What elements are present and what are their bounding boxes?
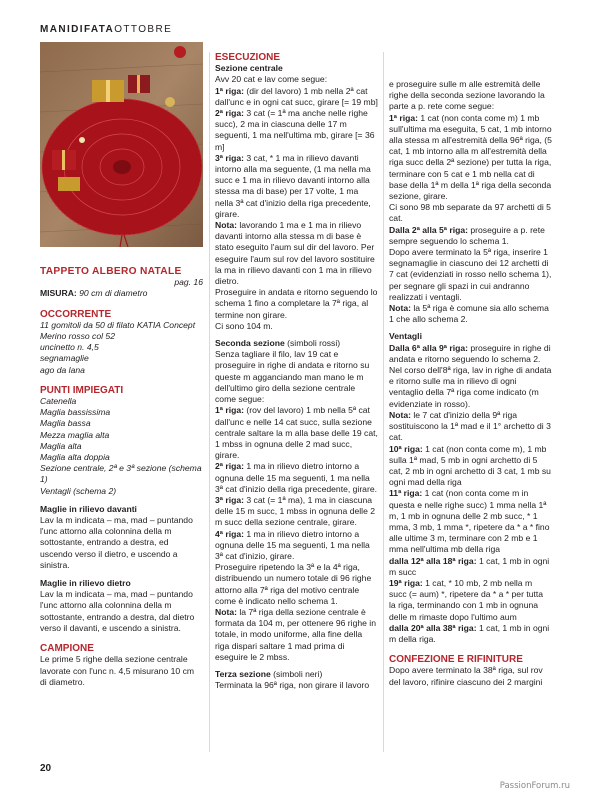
- campione-text: Le prime 5 righe della sezione centrale lavorate con l'unc n. 4,5 misurano 10 cm di diametro.: [40, 654, 195, 687]
- issue-month: OTTOBRE: [114, 24, 173, 35]
- list-item: Catenella: [40, 396, 77, 407]
- list-item: uncinetto n. 4,5: [40, 342, 99, 353]
- watermark: PassionForum.ru: [499, 781, 570, 791]
- list-item: ago da lana: [40, 364, 85, 375]
- row-instruction: 19ª riga: 1 cat, * 10 mb, 2 mb nella m succ (= aum) *, ripetere da * a * per tutta la riga, terminando con 1 mb in ognuna delle m rimaste dopo l'ultimo aum: [389, 577, 544, 622]
- row-instruction: 3ª riga: 3 cat, * 1 ma in rilievo davanti intorno alla ma seguente, (1 ma nella ma succ e 1 ma in rilievo davanti intorno alla stessa ma di base) per 17 volte, 1 ma nella 3ª cat d'inizio della riga precedente, girare.: [215, 152, 371, 219]
- punti-heading: PUNTI IMPIEGATI: [40, 384, 124, 396]
- right-column: [389, 79, 552, 688]
- row-instruction: dalla 12ª alla 18ª riga: 1 cat, 1 mb in ogni m succ: [389, 555, 550, 577]
- product-photo: [40, 42, 203, 247]
- terza-sezione-heading: Terza sezione (simboli neri): [215, 668, 323, 679]
- misura-value: 90 cm di diametro: [79, 288, 148, 299]
- paragraph: Ci sono 98 mb separate da 97 archetti di 5 cat.: [389, 202, 551, 224]
- row-instruction: 1ª riga: 1 cat (non conta come m) 1 mb sull'ultima ma eseguita, 5 cat, 1 mb intorno alla stessa m all'estremità della 96ª riga, (5 cat, 1 mb intorno alla m all'estremità della riga succ della 2ª sezione) per tutta la riga, terminare con 5 cat e 1 mb nella cat di base della 1ª m della 1ª riga della seconda sezione, girare.: [389, 112, 552, 202]
- note: Nota: le 7 cat d'inizio della 9ª riga sostituiscono la 1ª mad e il 1° archetto di 3 cat.: [389, 409, 551, 443]
- row-instruction: 1ª riga: (dir del lavoro) 1 mb nella 2ª cat dall'unc e in ogni cat succ, girare [= 19 mb]: [215, 85, 378, 107]
- paragraph: Proseguire in andata e ritorno seguendo lo schema 1 fino a completare la 7ª riga, al termine non girare.: [215, 287, 378, 320]
- paragraph: Avv 20 cat e lav come segue:: [215, 74, 328, 85]
- row-instruction: 4ª riga: 1 ma in rilievo dietro intorno a ognuna delle 15 ma seguenti, 1 ma nella 3ª cat d'inizio, girare.: [215, 528, 370, 561]
- misura-line: [40, 288, 203, 299]
- paragraph: e proseguire sulle m alle estremità delle righe della seconda sezione lavorando la parte a p. rete come segue:: [389, 79, 545, 112]
- row-instruction: dalla 20ª alla 38ª riga: 1 cat, 1 mb in ogni m della riga.: [389, 622, 550, 644]
- list-item: Maglia alta: [40, 440, 82, 451]
- paragraph: Proseguire ripetendo la 3ª e la 4ª riga, distribuendo un numero totale di 96 righe attorno alla 7ª riga del motivo centrale come è indicato nello schema 1.: [215, 562, 372, 606]
- paragraph: Dopo avere terminato la 38ª riga, sul rov del lavoro, rifinire ciascuno dei 2 margini: [389, 665, 543, 687]
- rilievo-davanti-text: Lav la m indicata – ma, mad – puntando l'unc attorno alla colonnina della m sottostante, entrando a destra, ed uscendo verso il dietro, e uscendo a sinistra.: [40, 515, 193, 570]
- rilievo-davanti-heading: Maglie in rilievo davanti: [40, 503, 137, 514]
- row-instruction: 3ª riga: 3 cat (= 1ª ma), 1 ma in ciascuna delle 15 m succ, 1 mbss in ognuna delle 2 m succ della sezione centrale, girare.: [215, 494, 376, 528]
- esecuzione-heading: ESECUZIONE: [215, 52, 281, 63]
- paragraph: Terminata la 96ª riga, non girare il lavoro: [215, 680, 370, 691]
- paragraph: Dopo avere terminato la 5ª riga, inserire 1 segnamaglie in ciascuno dei 12 archetti di 7 cat (evidenziati in rosso nello schema 1), per segnare gli spazi in cui andranno realizzati i ventagli.: [389, 247, 552, 302]
- brand-name: MANIDIFATA: [40, 24, 115, 35]
- page-reference: pag. 16: [174, 277, 203, 288]
- left-column: [40, 266, 203, 688]
- confezione-heading: CONFEZIONE E RIFINITURE: [389, 654, 523, 666]
- column-divider: [209, 52, 210, 752]
- list-item: 11 gomitoli da 50 di filato KATIA Concept: [40, 319, 196, 330]
- paragraph: Senza tagliare il filo, lav 19 cat e proseguire in righe di andata e ritorno su queste m agganciando man mano le m dell'ultimo giro della sezione centrale come segue:: [215, 349, 370, 405]
- list-item: Sezione centrale, 2ª e 3ª sezione (schema 1): [40, 463, 202, 485]
- row-instruction: Dalla 6ª alla 9ª riga: proseguire in righe di andata e ritorno seguendo lo schema 2. Nel corso dell'8ª riga, lav in righe di andata e ritorno sulle ma in rilievo di ogni ventaglio della 7ª riga come indicato (m evidenziate in rosso).: [389, 342, 552, 409]
- middle-column: [215, 52, 378, 691]
- row-instruction: Dalla 2ª alla 5ª riga: proseguire a p. rete sempre seguendo lo schema 1.: [389, 224, 545, 246]
- note: Nota: lavorando 1 ma e 1 ma in rilievo davanti intorno alla stessa m di base è stato eseguito l'aum sul dir del lavoro. Per eseguire l'aum sul rov del lavoro sostituire la ma in rilievo davanti con 1 ma in rilievo dietro.: [215, 220, 375, 287]
- page-number: 20: [40, 763, 52, 774]
- rilievo-dietro-heading: Maglie in rilievo dietro: [40, 578, 131, 589]
- row-instruction: 2ª riga: 1 ma in rilievo dietro intorno a ognuna delle 15 ma seguenti, 1 ma nella 3ª cat d'inizio della riga precedente, girare.: [215, 461, 377, 494]
- note: Nota: la 7ª riga della sezione centrale è formata da 104 m, per ottenere 96 righe in totale, in modo uniforme, alla fine della riga dispari saltare 1 mad prima di eseguire le 2 mbss.: [215, 606, 376, 662]
- misura-label: MISURA:: [40, 288, 77, 299]
- christmas-tree-skirt-photo: [40, 42, 203, 247]
- sezione-centrale-heading: Sezione centrale: [215, 63, 283, 74]
- campione-heading: CAMPIONE: [40, 643, 94, 655]
- ventagli-heading: Ventagli: [389, 331, 422, 342]
- list-item: Ventagli (schema 2): [40, 485, 117, 496]
- row-instruction: 10ª riga: 1 cat (non conta come m), 1 mb sulla 1ª mad, 5 mb in ogni archetto di 5 cat, 2 mb in ogni archetto di 3 cat, 1 mb su ogni mad della riga: [389, 443, 551, 488]
- list-item: Mezza maglia alta: [40, 429, 110, 440]
- list-item: Maglia bassa: [40, 418, 91, 429]
- note: Nota: la 5ª riga è comune sia allo schema 1 che allo schema 2.: [389, 303, 549, 325]
- occorrente-heading: OCCORRENTE: [40, 308, 112, 320]
- rilievo-dietro-text: Lav la m indicata – ma, mad – puntando l'unc attorno alla colonnina della m sottostante, entrando a destra, dal dietro verso il davanti, e uscendo a sinistra.: [40, 589, 195, 633]
- paragraph: Ci sono 104 m.: [215, 320, 273, 331]
- list-item: Merino rosso col 52: [40, 331, 115, 342]
- row-instruction: 1ª riga: (rov del lavoro) 1 mb nella 5ª cat dall'unc e nelle 14 cat succ, sulla sezione centrale saltare la m alla base delle 19 cat, 1 mbss in ognuna delle 2 mad succ, girare.: [215, 405, 378, 461]
- magazine-header: [40, 24, 172, 35]
- list-item: Maglia bassissima: [40, 407, 111, 418]
- row-instruction: 2ª riga: 3 cat (= 1ª ma anche nelle righe succ), 2 ma in ciascuna delle 17 m seguenti, 1 ma nell'ultima mb, girare [= 36 m]: [215, 108, 375, 152]
- seconda-sezione-heading: Seconda sezione (simboli rossi): [215, 338, 341, 349]
- row-instruction: 11ª riga: 1 cat (non conta come m in questa e nelle righe succ) 1 mma nella 1ª m, 1 mb in ognuna delle 2 mb succ, * 1 mma, 3 mb, 1 mma *, ripetere da * a * fino alle ultime 3 m, terminare con 2 mb e 1 mma nell'ultima mb della riga: [389, 488, 550, 555]
- column-divider: [383, 52, 384, 752]
- list-item: Maglia alta doppia: [40, 452, 110, 463]
- list-item: segnamaglie: [40, 353, 89, 364]
- pattern-title: TAPPETO ALBERO NATALE: [40, 266, 182, 277]
